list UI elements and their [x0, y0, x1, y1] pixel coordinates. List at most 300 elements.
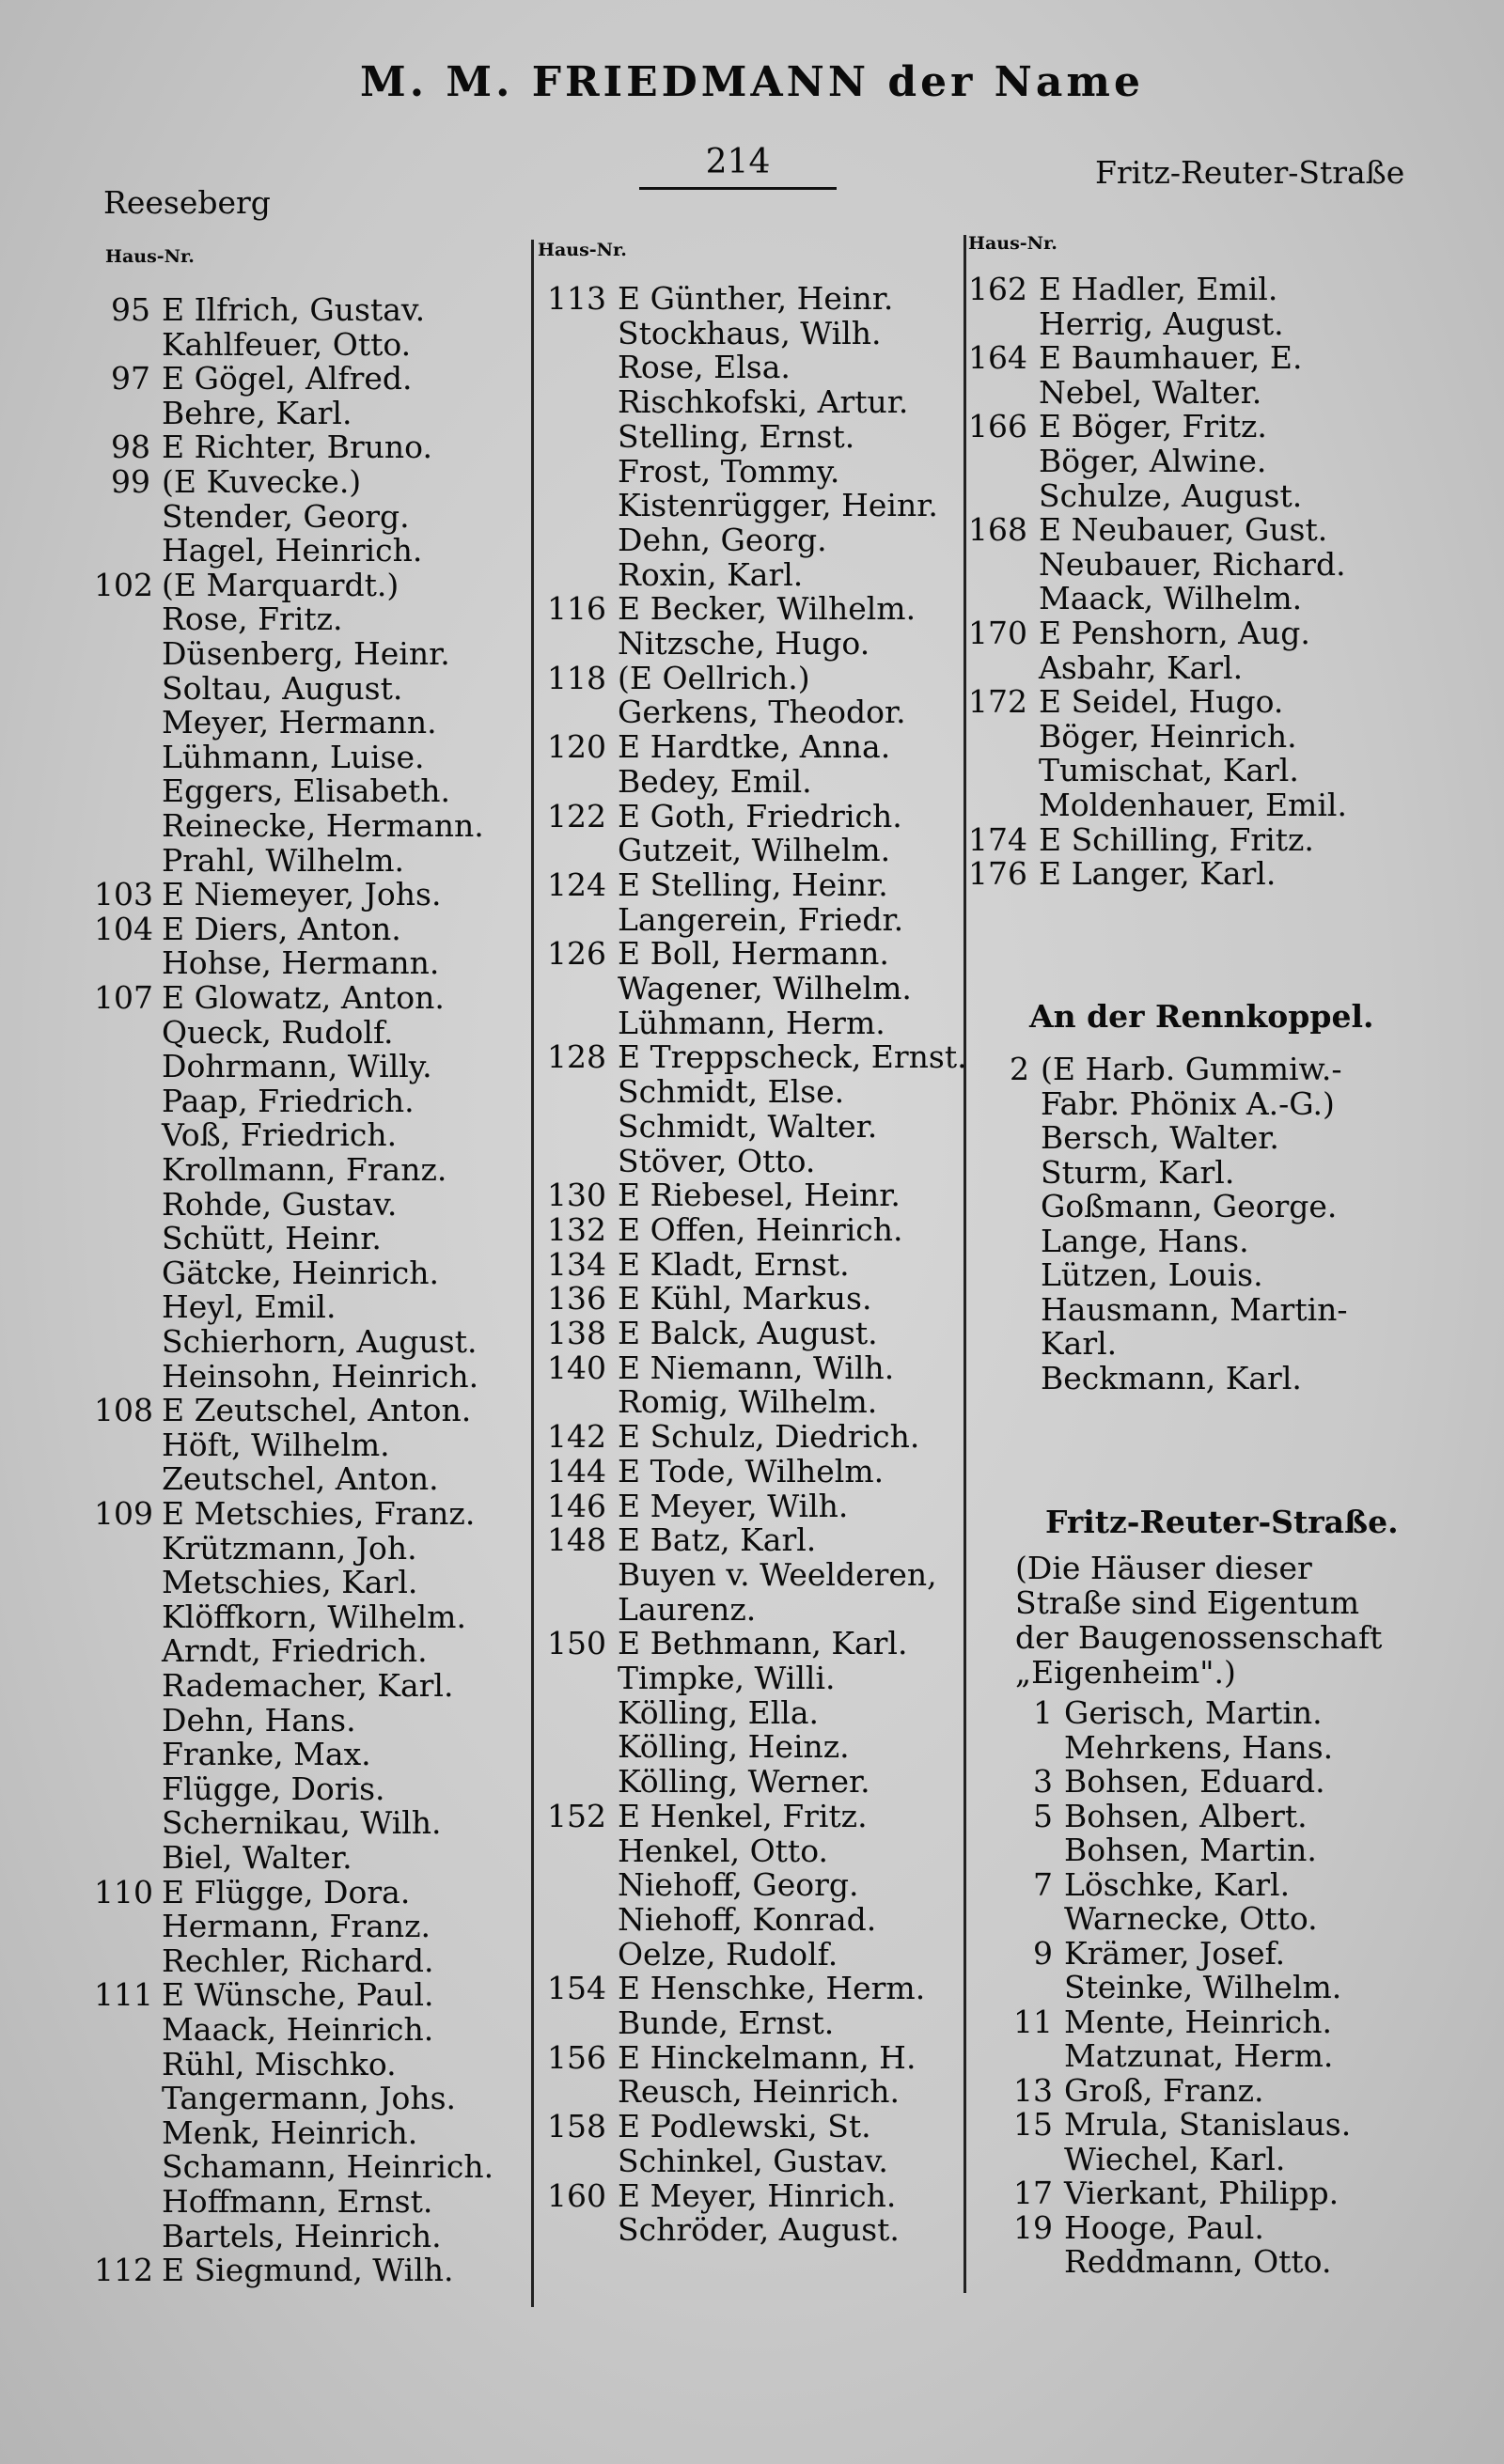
entry-text: Heyl, Emil. [162, 1288, 337, 1326]
entry-text: E Richter, Bruno. [162, 429, 432, 466]
entry-text: Schierhorn, August. [162, 1323, 478, 1360]
entry-line [978, 1258, 1263, 1292]
entry-text: E Ilfrich, Gustav. [162, 291, 426, 328]
entry-text: (E Harb. Gummiw.- [1041, 1051, 1342, 1087]
entry-line [94, 1428, 390, 1462]
entry-text: (E Marquardt.) [162, 566, 400, 603]
entry-line [996, 1865, 1291, 1903]
entry-line [526, 937, 889, 971]
entry-text: Stöver, Otto. [618, 1142, 816, 1179]
entry-line [526, 1282, 871, 1316]
entry-text: Hooge, Paul. [1064, 2208, 1264, 2246]
entry-text: Wagener, Wilhelm. [618, 970, 912, 1006]
entry-text: E Bethmann, Karl. [618, 1625, 908, 1662]
entry-text: Gutzeit, Wilhelm. [618, 832, 891, 869]
house-number: 9 [1033, 1934, 1053, 1972]
section-title-fritz-reuter: Fritz-Reuter-Straße. [1045, 1504, 1399, 1540]
entry-text: Goßmann, George. [1041, 1188, 1338, 1224]
house-number: 109 [94, 1495, 153, 1532]
house-number: 15 [1013, 2106, 1053, 2143]
entry-line [978, 1190, 1337, 1224]
entry-text: Timpke, Willi. [618, 1660, 836, 1696]
entry-text: Rischkofski, Artur. [618, 383, 909, 421]
house-number: 7 [1033, 1865, 1053, 1903]
entry-text: Laurenz. [618, 1590, 757, 1628]
entry-text: Vierkant, Philipp. [1064, 2175, 1340, 2211]
entry-text: E Meyer, Hinrich. [618, 2176, 897, 2214]
entry-line [996, 2245, 1331, 2279]
entry-text: E Stelling, Heinr. [618, 866, 888, 903]
entry-line [526, 1935, 838, 1973]
entry-line [94, 1944, 434, 1978]
street-heading-right: Fritz-Reuter-Straße [1095, 154, 1405, 191]
entry-text: E Balck, August. [618, 1315, 878, 1351]
entry-line [526, 314, 882, 351]
entry-line [94, 669, 403, 707]
house-number: 140 [547, 1349, 606, 1386]
entry-line [94, 362, 413, 396]
house-number: 108 [94, 1392, 153, 1429]
entry-line [94, 1222, 382, 1255]
entry-line [526, 1693, 820, 1731]
entry-text: Hagel, Heinrich. [162, 532, 423, 569]
house-number: 118 [547, 659, 606, 696]
entry-text: E Treppscheck, Ernst. [618, 1038, 967, 1076]
entry-text: Kistenrügger, Heinr. [618, 487, 938, 524]
entry-text: Bohsen, Albert. [1064, 1797, 1308, 1834]
entry-line [94, 774, 450, 808]
street-heading-left: Reeseberg [103, 184, 271, 221]
house-number: 122 [547, 797, 606, 834]
entry-line [526, 695, 906, 729]
entry-line [94, 1497, 475, 1531]
entry-line [94, 2013, 433, 2047]
entry-line [526, 2110, 871, 2144]
entry-line [957, 717, 1297, 755]
house-number: 138 [547, 1315, 606, 1351]
entry-line [978, 1327, 1117, 1361]
entry-text: Gerisch, Martin. [1064, 1694, 1323, 1731]
entry-text: Lange, Hans. [1041, 1222, 1249, 1259]
entry-text: Karl. [1041, 1325, 1118, 1362]
house-number: 112 [94, 2252, 153, 2289]
entry-line [94, 1325, 477, 1359]
entry-line [94, 1600, 466, 1634]
house-number: 99 [111, 463, 150, 500]
house-number: 160 [547, 2176, 606, 2214]
entry-line [526, 2176, 897, 2214]
entry-text: Schröder, August. [618, 2211, 900, 2249]
house-number: 156 [547, 2038, 606, 2076]
entry-line [526, 1489, 848, 1523]
entry-line [526, 1107, 878, 1145]
house-number: 2 [1010, 1051, 1029, 1087]
entry-line [94, 1153, 446, 1187]
entry-line [94, 1394, 471, 1427]
entry-line [526, 659, 810, 696]
entry-text: E Gögel, Alfred. [162, 360, 413, 398]
house-number: 120 [547, 728, 606, 766]
entry-text: Tumischat, Karl. [1039, 752, 1299, 789]
entry-text: E Niemeyer, Johs. [162, 876, 442, 913]
entry-line [94, 1841, 352, 1875]
entry-text: Bedey, Emil. [618, 762, 812, 800]
entry-line [94, 878, 441, 912]
entry-text: Rose, Elsa. [618, 349, 791, 386]
entry-line [957, 754, 1299, 788]
entry-text: Schernikau, Wilh. [162, 1804, 442, 1842]
entry-text: E Baumhauer, E. [1039, 339, 1303, 377]
entry-text: Bartels, Heinrich. [162, 2217, 442, 2254]
entry-line [526, 730, 890, 764]
entry-line [526, 762, 812, 800]
entry-line [94, 1634, 428, 1668]
entry-line [978, 1359, 1302, 1396]
entry-text: Gätcke, Heinrich. [162, 1254, 439, 1291]
entry-line [94, 2185, 432, 2219]
entry-line [526, 1555, 937, 1593]
house-number: 176 [968, 855, 1027, 893]
entry-text: Matzunat, Herm. [1064, 2037, 1334, 2074]
entry-text: E Neubauer, Gust. [1039, 511, 1328, 549]
house-number: 102 [94, 566, 153, 603]
entry-line [996, 1696, 1323, 1730]
entry-line [94, 325, 412, 363]
entry-line [94, 1462, 439, 1496]
entry-line [957, 545, 1346, 583]
house-number: 97 [111, 360, 150, 398]
entry-line [526, 868, 888, 902]
entry-text: Dehn, Hans. [162, 1701, 356, 1739]
house-number: 166 [968, 408, 1027, 445]
entry-line [957, 788, 1347, 822]
entry-text: Buyen v. Weelderen, [618, 1555, 937, 1593]
entry-text: Nebel, Walter. [1039, 373, 1262, 411]
house-number: 128 [547, 1038, 606, 1076]
entry-text: Roxin, Karl. [618, 555, 804, 593]
entry-line [978, 1084, 1335, 1122]
entry-text: E Kladt, Ernst. [618, 1245, 850, 1283]
entry-text: Lühmann, Luise. [162, 738, 425, 775]
entry-text: E Günther, Heinr. [618, 280, 894, 317]
entry-line [94, 1701, 356, 1739]
entry-text: Kölling, Heinz. [618, 1728, 850, 1766]
entry-text: Moldenhauer, Emil. [1039, 787, 1347, 823]
entry-text: Warnecke, Otto. [1064, 1900, 1318, 1937]
entry-text: Groß, Franz. [1064, 2071, 1264, 2109]
entry-line [996, 1934, 1286, 1972]
entry-line [996, 1971, 1341, 2004]
entry-line [526, 834, 890, 867]
entry-line [996, 1902, 1318, 1936]
entry-line [526, 385, 908, 419]
entry-line [978, 1121, 1279, 1155]
entry-line [526, 1900, 877, 1938]
note-line: der Baugenossenschaft [1015, 1619, 1383, 1656]
entry-text: E Henkel, Fritz. [618, 1797, 868, 1834]
entry-line [996, 2005, 1332, 2039]
house-number: 126 [547, 935, 606, 973]
entry-line [957, 444, 1266, 478]
house-number: 103 [94, 876, 153, 913]
entry-line [526, 523, 827, 557]
entry-line [94, 534, 422, 568]
house-number: 134 [547, 1245, 606, 1283]
house-number: 107 [94, 979, 153, 1016]
entry-line [94, 841, 405, 879]
entry-text: Schmidt, Else. [618, 1073, 845, 1111]
entry-line [526, 1730, 850, 1764]
entry-line [526, 1523, 816, 1557]
entry-line [526, 1868, 858, 1902]
entry-text: E Metschies, Franz. [162, 1495, 476, 1532]
entry-line [957, 273, 1277, 306]
entry-line [957, 341, 1302, 375]
entry-text: Reusch, Heinrich. [618, 2073, 900, 2111]
entry-text: Henkel, Otto. [618, 1832, 828, 1869]
house-number: 150 [547, 1625, 606, 1662]
entry-text: Rohde, Gustav. [162, 1185, 398, 1223]
house-number: 95 [111, 291, 150, 328]
entry-line [94, 706, 437, 740]
entry-text: Schütt, Heinr. [162, 1220, 382, 1257]
entry-text: Rose, Fritz. [162, 600, 343, 638]
entry-line [957, 304, 1284, 342]
entry-text: Lützen, Louis. [1041, 1256, 1263, 1293]
column-header: Haus-Nr. [968, 233, 1058, 254]
entry-text: Bunde, Ernst. [618, 2004, 835, 2041]
entry-text: E Glowatz, Anton. [162, 979, 445, 1016]
entry-text: Frost, Tommy. [618, 452, 840, 490]
entry-line [996, 2176, 1339, 2210]
entry-line [94, 497, 410, 535]
entry-line [957, 820, 1314, 858]
entry-line [526, 1765, 870, 1799]
entry-line [94, 1256, 439, 1290]
entry-line [94, 2045, 397, 2082]
entry-line [94, 1566, 417, 1599]
entry-line [526, 452, 840, 490]
entry-line [94, 1978, 434, 2012]
house-number: 146 [547, 1487, 606, 1524]
entry-text: Reddmann, Otto. [1064, 2243, 1332, 2280]
entry-line [526, 282, 893, 316]
house-number: 3 [1033, 1763, 1053, 1800]
house-number: 124 [547, 866, 606, 903]
entry-line [94, 1669, 453, 1703]
entry-line [957, 582, 1302, 616]
house-number: 110 [94, 1873, 153, 1910]
entry-text: Romig, Wilhelm. [618, 1383, 878, 1421]
entry-line [526, 1385, 877, 1419]
entry-text: Hohse, Hermann. [162, 944, 440, 982]
house-number: 144 [547, 1452, 606, 1489]
house-number: 158 [547, 2108, 606, 2145]
entry-text: E Henschke, Herm. [618, 1970, 926, 2007]
entry-text: E Schilling, Fritz. [1039, 820, 1314, 858]
entry-text: E Siegmund, Wilh. [162, 2252, 454, 2289]
entry-text: Niehoff, Georg. [618, 1866, 859, 1904]
entry-text: (E Kuvecke.) [162, 463, 362, 500]
entry-line [957, 373, 1262, 411]
entry-text: Kölling, Werner. [618, 1763, 870, 1801]
entry-line [526, 1351, 894, 1385]
entry-text: Franke, Max. [162, 1736, 371, 1773]
entry-line [526, 1420, 919, 1454]
entry-line [978, 1053, 1342, 1086]
entry-text: Dehn, Georg. [618, 521, 827, 558]
entry-text: Zeutschel, Anton. [162, 1460, 439, 1498]
entry-line [996, 2039, 1333, 2073]
entry-text: E Zeutschel, Anton. [162, 1392, 472, 1429]
entry-text: Böger, Alwine. [1039, 443, 1267, 479]
entry-text: Eggers, Elisabeth. [162, 772, 451, 810]
entry-text: E Wünsche, Paul. [162, 1976, 434, 2014]
entry-line [526, 1075, 844, 1109]
entry-text: Stockhaus, Wilh. [618, 314, 882, 351]
entry-text: E Seidel, Hugo. [1039, 683, 1284, 721]
entry-line [94, 1084, 415, 1118]
entry-line [94, 2150, 494, 2184]
entry-line [978, 1224, 1249, 1258]
entry-text: Voß, Friedrich. [162, 1116, 398, 1154]
entry-line [526, 417, 855, 455]
entry-text: Lühmann, Herm. [618, 1004, 885, 1041]
entry-text: Düsenberg, Heinr. [162, 635, 450, 672]
entry-text: Maack, Wilhelm. [1039, 580, 1303, 617]
house-number: 13 [1013, 2071, 1053, 2109]
entry-text: Maack, Heinrich. [162, 2011, 434, 2048]
house-number: 164 [968, 339, 1027, 377]
entry-line [94, 2113, 418, 2151]
entry-text: Stender, Georg. [162, 497, 410, 535]
entry-text: Krämer, Josef. [1064, 1934, 1286, 1972]
entry-text: Neubauer, Richard. [1039, 545, 1346, 583]
entry-text: Niehoff, Konrad. [618, 1900, 877, 1938]
house-number: 168 [968, 511, 1027, 549]
entry-text: E Goth, Friedrich. [618, 797, 902, 834]
entry-line [526, 1040, 967, 1074]
entry-text: Nitzsche, Hugo. [618, 625, 870, 662]
house-number: 111 [94, 1976, 153, 2014]
entry-text: Fabr. Phönix A.-G.) [1041, 1084, 1335, 1122]
entry-text: E Hardtke, Anna. [618, 728, 891, 766]
house-number: 148 [547, 1521, 606, 1559]
entry-text: E Schulz, Diedrich. [618, 1418, 920, 1456]
entry-text: E Niemann, Wilh. [618, 1349, 895, 1386]
entry-text: Arndt, Friedrich. [162, 1632, 428, 1670]
entry-line [526, 1972, 925, 2005]
house-number: 1 [1033, 1694, 1053, 1731]
entry-line [94, 465, 361, 499]
entry-line [526, 1178, 901, 1212]
entry-line [996, 1797, 1308, 1834]
house-number: 98 [111, 429, 150, 466]
entry-text: (E Oellrich.) [618, 659, 810, 696]
entry-line [957, 616, 1310, 650]
entry-text: Heinsohn, Heinrich. [162, 1357, 479, 1395]
entry-line [94, 1529, 417, 1567]
entry-text: Gerkens, Theodor. [618, 694, 906, 731]
banner-title: M. M. FRIEDMANN der Name [360, 58, 1144, 106]
entry-line [526, 2075, 900, 2109]
entry-text: Steinke, Wilhelm. [1064, 1969, 1342, 2005]
page-number: 214 [639, 143, 837, 190]
entry-text: Dohrmann, Willy. [162, 1048, 432, 1085]
column-header: Haus-Nr. [538, 240, 627, 260]
entry-text: Paap, Friedrich. [162, 1082, 415, 1119]
entry-text: E Boll, Hermann. [618, 935, 889, 973]
entry-text: Böger, Heinrich. [1039, 717, 1297, 755]
entry-line [526, 1452, 885, 1489]
entry-text: E Batz, Karl. [618, 1521, 817, 1559]
entry-text: Höft, Wilhelm. [162, 1426, 390, 1463]
entry-line [996, 2108, 1351, 2142]
entry-text: E Offen, Heinrich. [618, 1210, 903, 1248]
entry-text: Herrig, August. [1039, 304, 1284, 342]
entry-text: Stelling, Ernst. [618, 417, 855, 455]
entry-line [957, 410, 1267, 444]
entry-text: Behre, Karl. [162, 394, 352, 431]
entry-line [978, 1153, 1235, 1191]
entry-line [94, 1806, 442, 1840]
entry-line [94, 981, 445, 1015]
entry-text: E Langer, Karl. [1039, 855, 1277, 893]
entry-line [94, 1738, 371, 1771]
note-line: Straße sind Eigentum [1015, 1584, 1360, 1621]
entry-line [957, 513, 1327, 547]
entry-text: Menk, Heinrich. [162, 2113, 418, 2151]
entry-line [94, 946, 439, 980]
entry-text: Mrula, Stanislaus. [1064, 2106, 1352, 2143]
entry-line [526, 1834, 828, 1868]
entry-text: Soltau, August. [162, 669, 403, 707]
entry-line [526, 1590, 757, 1628]
entry-text: E Tode, Wilhelm. [618, 1452, 885, 1489]
entry-text: Metschies, Karl. [162, 1564, 418, 1601]
entry-text: Tangermann, Johs. [162, 2080, 457, 2117]
house-number: 170 [968, 615, 1027, 651]
entry-text: Krützmann, Joh. [162, 1529, 417, 1567]
house-number: 17 [1013, 2175, 1053, 2211]
entry-line [526, 1661, 836, 1695]
entry-text: Hermann, Franz. [162, 1908, 431, 1945]
entry-text: E Böger, Fritz. [1039, 408, 1267, 445]
house-number: 11 [1013, 2003, 1053, 2040]
house-number: 113 [547, 280, 606, 317]
entry-line [94, 430, 432, 464]
entry-text: Bersch, Walter. [1041, 1119, 1279, 1156]
entry-line [996, 1728, 1334, 1766]
entry-text: Oelze, Rudolf. [618, 1935, 838, 1973]
entry-line [94, 1772, 385, 1806]
entry-line [526, 1245, 850, 1283]
note-line: „Eigenheim".) [1015, 1654, 1236, 1691]
entry-line [526, 627, 870, 661]
house-number: 136 [547, 1280, 606, 1318]
entry-text: Sturm, Karl. [1041, 1153, 1235, 1191]
entry-text: E Podlewski, St. [618, 2108, 871, 2145]
entry-line [94, 566, 400, 603]
entry-line [94, 394, 352, 431]
entry-text: E Meyer, Wilh. [618, 1487, 849, 1524]
house-number: 104 [94, 910, 153, 947]
entry-text: E Riebesel, Heinr. [618, 1177, 901, 1214]
entry-line [978, 1290, 1348, 1328]
entry-text: Klöffkorn, Wilhelm. [162, 1598, 466, 1635]
entry-text: E Hinckelmann, H. [618, 2038, 916, 2076]
entry-line [957, 476, 1303, 514]
